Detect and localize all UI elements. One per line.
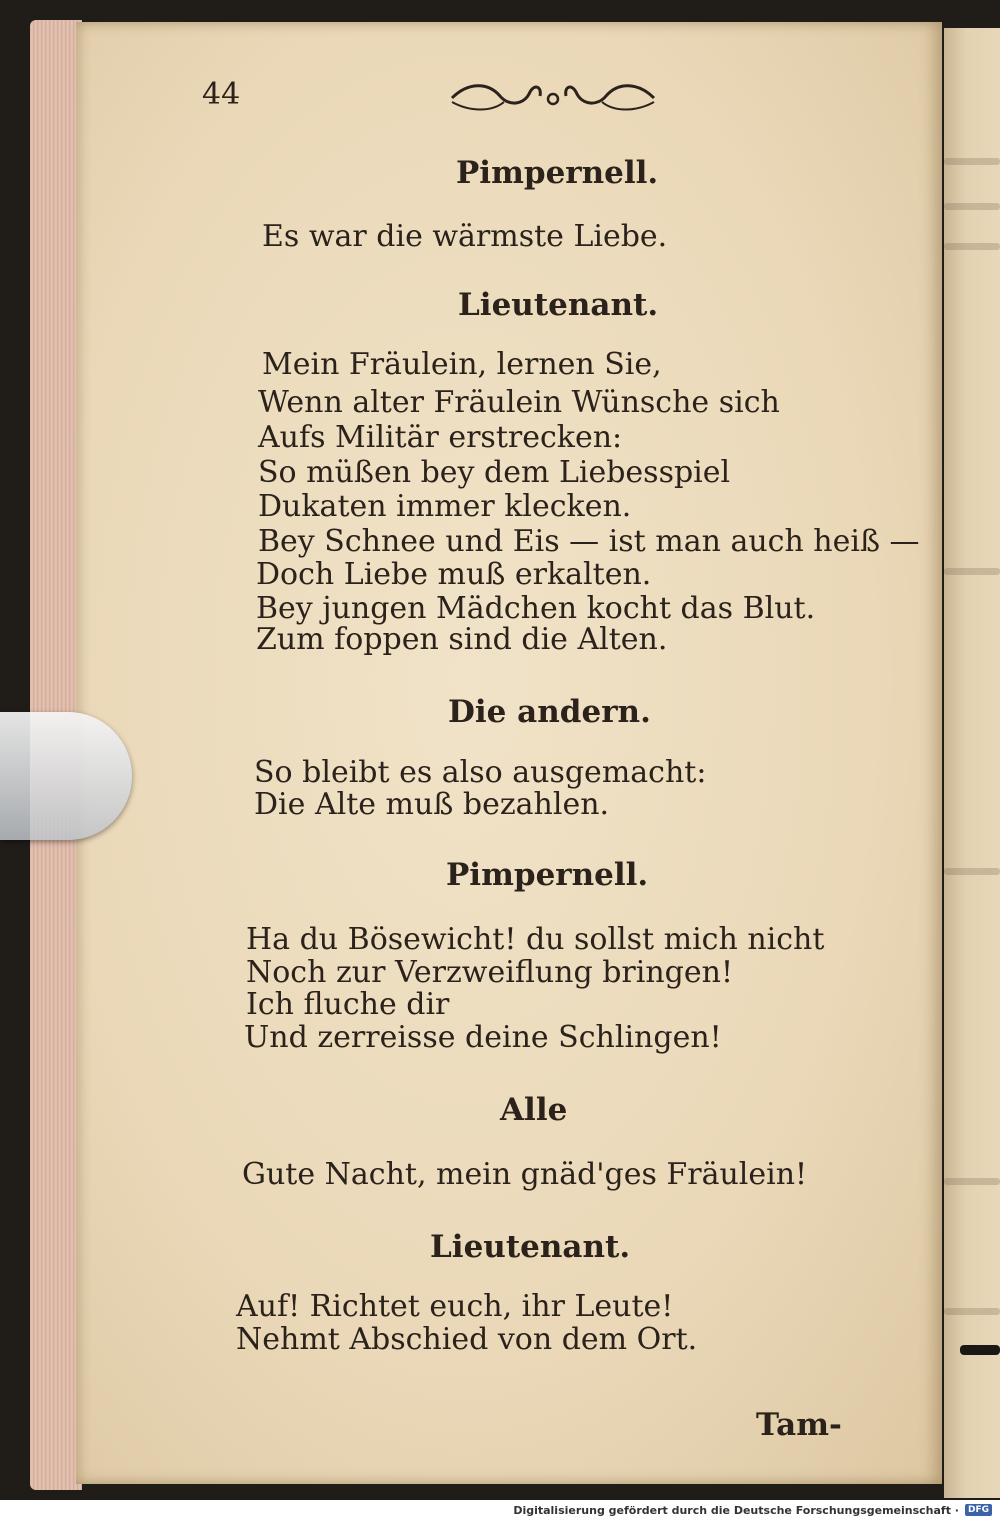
verse-line: Ha du Bösewicht! du sollst mich nicht <box>246 922 825 957</box>
verse-line: Bey jungen Mädchen kocht das Blut. <box>256 591 816 626</box>
bleed-through-line <box>944 1308 1000 1315</box>
bleed-through-line <box>944 568 1000 575</box>
verse-line: Mein Fräulein, lernen Sie, <box>262 347 662 382</box>
verse-line: Es war die wärmste Liebe. <box>262 219 668 254</box>
speaker-pimpernell: Pimpernell. <box>456 155 659 191</box>
page-number: 44 <box>202 77 241 112</box>
verse-line: Ich fluche dir <box>246 987 450 1022</box>
verse-line: Zum foppen sind die Alten. <box>256 622 668 657</box>
verse-line: Auf! Richtet euch, ihr Leute! <box>236 1289 674 1324</box>
next-page-mark <box>960 1345 1000 1355</box>
verse-line: Und zerreisse deine Schlingen! <box>244 1020 722 1055</box>
bleed-through-line <box>944 203 1000 210</box>
bleed-through-line <box>944 158 1000 165</box>
bleed-through-line <box>944 243 1000 250</box>
bleed-through-line <box>944 868 1000 875</box>
dfg-logo: DFG <box>965 1504 992 1516</box>
verse-line: Die Alte muß bezahlen. <box>254 787 610 822</box>
speaker-die-andern: Die andern. <box>448 694 651 730</box>
verse-line: So müßen bey dem Liebesspiel <box>258 455 731 490</box>
ornament-icon <box>448 80 658 116</box>
verse-line: Doch Liebe muß erkalten. <box>256 557 652 592</box>
verse-line: Dukaten immer klecken. <box>258 489 632 524</box>
catchword: Tam- <box>756 1407 842 1443</box>
footer-bar <box>0 1500 1000 1520</box>
verse-line: Gute Nacht, mein gnäd'ges Fräulein! <box>242 1157 808 1192</box>
verse-line: Nehmt Abschied von dem Ort. <box>236 1322 698 1357</box>
speaker-alle: Alle <box>500 1092 568 1128</box>
speaker-lieutenant: Lieutenant. <box>458 287 659 323</box>
bleed-through-line <box>944 1178 1000 1185</box>
speaker-lieutenant: Lieutenant. <box>430 1229 631 1265</box>
verse-line: So bleibt es also ausgemacht: <box>254 755 707 790</box>
next-page-edge <box>944 28 1000 1498</box>
verse-line: Noch zur Verzweiflung bringen! <box>246 955 734 990</box>
verse-line: Aufs Militär erstrecken: <box>258 420 623 455</box>
plastic-page-marker <box>0 712 132 840</box>
verse-line: Wenn alter Fräulein Wünsche sich <box>258 385 780 420</box>
speaker-pimpernell: Pimpernell. <box>446 857 649 893</box>
footer-credit: Digitalisierung gefördert durch die Deutsche Forschungsgemeinschaft · <box>513 1503 959 1517</box>
verse-line: Bey Schnee und Eis — ist man auch heiß — <box>258 524 920 559</box>
